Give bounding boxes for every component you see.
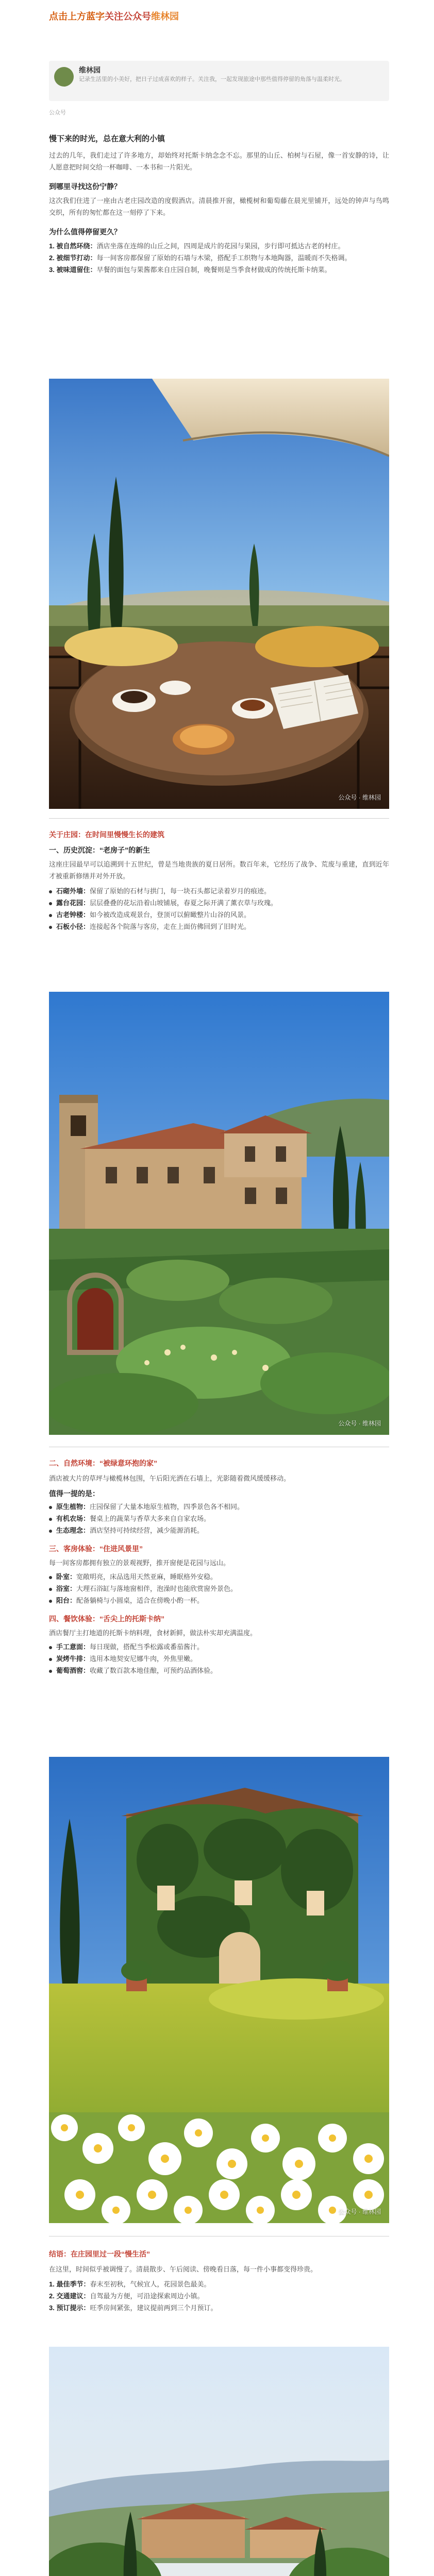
photo-resort-pool[interactable]: [49, 2347, 389, 2576]
bullet-icon: [49, 1506, 52, 1509]
section2-block: [49, 829, 389, 933]
section3-paragraph3: 酒店餐厅主打地道的托斯卡纳料理，食材新鲜，做法朴实却充满温度。: [49, 1629, 257, 1637]
profile-description: 记录生活里的小美好，把日子过成喜欢的样子。关注我，一起发现旅途中那些值得停留的角落与温柔时光。: [79, 76, 345, 82]
list-item: [49, 1524, 389, 1536]
reason-label: 2. 被细节打动：: [49, 254, 97, 262]
photo-watermark: 公众号 · 维林园: [338, 1420, 381, 1427]
feature-text: 如今被改造成观景台，登顶可以俯瞰整片山谷的风景。: [90, 911, 251, 919]
list-item: [49, 1641, 389, 1653]
point-label: 原生植物：: [56, 1503, 90, 1511]
profile-name: 维林园: [79, 66, 101, 74]
dish-label: 炭烤牛排：: [56, 1655, 90, 1663]
bullet-icon: [49, 1518, 52, 1521]
list-item: [49, 1571, 389, 1583]
section2-title: 关于庄园：在时间里慢慢生长的建筑: [49, 831, 164, 839]
section3-title: 二、自然环境：“被绿意环抱的家”: [49, 1459, 157, 1467]
dish-label: 葡萄酒窖：: [56, 1667, 90, 1674]
feature-text: 层层叠叠的花坛沿着山坡铺展，春夏之际开满了薰衣草与玫瑰。: [90, 899, 278, 907]
villa-illustration: [49, 992, 389, 1435]
subscribe-banner[interactable]: [49, 9, 389, 23]
dish-text: 收藏了数百款本地佳酿，可预约品酒体验。: [90, 1667, 218, 1674]
feature-label: 露台花园：: [56, 899, 90, 907]
point-text: 餐桌上的蔬菜与香草大多来自自家农场。: [90, 1515, 211, 1522]
section2-paragraph: 这座庄园最早可以追溯到十五世纪，曾是当地贵族的夏日居所。数百年来，它经历了战争、荒废与重建，直到近年才被重新修缮并对外开放。: [49, 860, 389, 880]
section3-paragraph: 酒店被大片的草坪与橄榄林包围，午后阳光洒在石墙上，光影随着微风缓缓移动。: [49, 1475, 291, 1482]
section4-block: [49, 2249, 389, 2314]
amenities-list: [49, 1571, 389, 1606]
q1-paragraph: 这次我们住进了一座由古老庄园改造的度假酒店。清晨推开窗，橄榄树和葡萄藤在晨光里铺开，远处的钟声与鸟鸣交织，所有的匆忙都在这一刻停了下来。: [49, 197, 389, 216]
intro-title: 慢下来的时光，总在意大利的小镇: [49, 134, 165, 143]
section3-paragraph2: 每一间客房都拥有独立的景观视野，推开窗便是花园与远山。: [49, 1559, 230, 1567]
account-type-tag: 公众号: [49, 110, 66, 116]
list-item: [49, 1501, 389, 1513]
bullet-icon: [49, 902, 52, 905]
section4-title: 结语：在庄园里过一段“慢生活”: [49, 2250, 150, 2258]
reason-label: 1. 被自然环绕：: [49, 242, 97, 250]
section3-subtitle2: 三、客房体验：“住进风景里”: [49, 1545, 143, 1553]
list-item: [49, 1595, 389, 1606]
point-text: 庄园保留了大量本地原生植物，四季景色各不相同。: [90, 1503, 244, 1511]
list-item: [49, 897, 389, 909]
amenity-label: 卧室：: [56, 1573, 77, 1581]
feature-text: 保留了原始的石材与拱门，每一块石头都记录着岁月的痕迹。: [90, 887, 271, 895]
list-item: [49, 2290, 389, 2302]
account-name-link[interactable]: 维林园: [151, 11, 179, 22]
photo-watermark: 公众号 · 维林园: [338, 2208, 381, 2215]
photo-terrace-breakfast[interactable]: [49, 379, 389, 809]
resort-pool-illustration: [49, 2347, 389, 2576]
tip-label: 2. 交通建议：: [49, 2292, 90, 2300]
points-list: [49, 1501, 389, 1536]
dishes-list: [49, 1641, 389, 1676]
amenity-text: 大理石浴缸与落地窗相伴，泡澡时也能欣赏窗外景色。: [76, 1585, 238, 1592]
list-item: [49, 264, 389, 276]
bullet-icon: [49, 1588, 52, 1591]
list-item: [49, 885, 389, 897]
bullet-icon: [49, 1600, 52, 1603]
reason-text: 早餐的面包与果酱都来自庄园自制，晚餐则是当季食材做成的传统托斯卡纳菜。: [96, 266, 331, 274]
photo-ivy-villa[interactable]: [49, 1757, 389, 2223]
tip-label: 3. 预订提示：: [49, 2304, 90, 2312]
avatar[interactable]: [54, 67, 74, 87]
dish-label: 手工意面：: [56, 1643, 90, 1651]
dish-text: 每日现做，搭配当季松露或番茄酱汁。: [90, 1643, 204, 1651]
amenity-text: 配备躺椅与小圆桌，适合在傍晚小酌一杯。: [76, 1597, 204, 1604]
reason-text: 每一间客房都保留了原始的石墙与木梁，搭配手工织物与本地陶器，温暖而不失格调。: [96, 254, 352, 262]
bullet-icon: [49, 1658, 52, 1661]
bullet-icon: [49, 1530, 52, 1533]
list-item: [49, 1653, 389, 1665]
intro-paragraph: 过去的几年，我们走过了许多地方，却始终对托斯卡纳念念不忘。那里的山丘、柏树与石屋，像一首安静的诗，让人愿意把时间交给一杯咖啡、一本书和一片阳光。: [49, 151, 389, 171]
point-label: 有机农场：: [56, 1515, 90, 1522]
amenity-label: 阳台：: [56, 1597, 77, 1604]
feature-label: 石砌外墙：: [56, 887, 90, 895]
amenity-label: 浴室：: [56, 1585, 77, 1592]
point-label: 生态理念：: [56, 1527, 90, 1534]
bullet-icon: [49, 890, 52, 893]
point-text: 酒店坚持可持续经营，减少能源消耗。: [90, 1527, 204, 1534]
photo-villa-tower[interactable]: [49, 992, 389, 1435]
amenity-text: 宽敞明亮，床品选用天然亚麻，睡眠格外安稳。: [76, 1573, 218, 1581]
reason-label: 3. 被味道留住：: [49, 266, 97, 274]
tip-text: 自驾最为方便，可沿途探索周边小镇。: [90, 2292, 204, 2300]
tips-list: [49, 2278, 389, 2314]
list-item: [49, 909, 389, 921]
list-item: [49, 921, 389, 933]
terrace-illustration: [49, 379, 389, 809]
q2-title: 为什么值得停留更久？: [49, 228, 121, 236]
account-profile-card[interactable]: [49, 61, 389, 101]
divider: [49, 818, 389, 819]
reason-text: 酒店坐落在连绵的山丘之间，四周是成片的花园与果园，步行即可抵达古老的村庄。: [96, 242, 345, 250]
list-item: [49, 1665, 389, 1676]
subscribe-mid: 关注公众号: [105, 11, 151, 22]
subscribe-lead: 点击上方蓝字: [49, 11, 105, 22]
list-item: [49, 2302, 389, 2314]
tip-label: 1. 最佳季节：: [49, 2280, 90, 2288]
bullet-icon: [49, 926, 52, 929]
q1-title: 到哪里寻找这份宁静？: [49, 182, 121, 191]
feature-text: 连接起各个院落与客房，走在上面仿佛回到了旧时光。: [90, 923, 251, 930]
feature-label: 石板小径：: [56, 923, 90, 930]
section3-subtitle3: 四、餐饮体验：“舌尖上的托斯卡纳”: [49, 1615, 164, 1623]
feature-label: 古老钟楼：: [56, 911, 90, 919]
list-item: [49, 252, 389, 264]
tip-text: 春末至初秋，气候宜人，花园景色最美。: [90, 2280, 211, 2288]
bullet-icon: [49, 1670, 52, 1673]
tip-text: 旺季房间紧张，建议提前两到三个月预订。: [90, 2304, 218, 2312]
ivy-villa-illustration: [49, 1757, 389, 2223]
dish-text: 选用本地契安尼娜牛肉，外焦里嫩。: [90, 1655, 197, 1663]
list-item: [49, 1583, 389, 1595]
section3-subtitle: 值得一提的是：: [49, 1489, 99, 1498]
list-item: [49, 2278, 389, 2290]
section3-block: [49, 1458, 389, 1676]
bullet-icon: [49, 914, 52, 917]
intro-block: [49, 149, 389, 276]
bullet-icon: [49, 1576, 52, 1579]
bullet-icon: [49, 1646, 52, 1649]
section2-subtitle: 一、历史沉淀：“老房子”的新生: [49, 846, 150, 854]
photo-watermark: 公众号 · 维林园: [338, 794, 381, 801]
list-item: [49, 1513, 389, 1524]
reasons-list: [49, 240, 389, 276]
features-list: [49, 885, 389, 933]
section4-paragraph: 在这里，时间似乎被调慢了。清晨散步、午后阅读、傍晚看日落，每一件小事都变得珍贵。: [49, 2265, 318, 2273]
list-item: [49, 240, 389, 252]
